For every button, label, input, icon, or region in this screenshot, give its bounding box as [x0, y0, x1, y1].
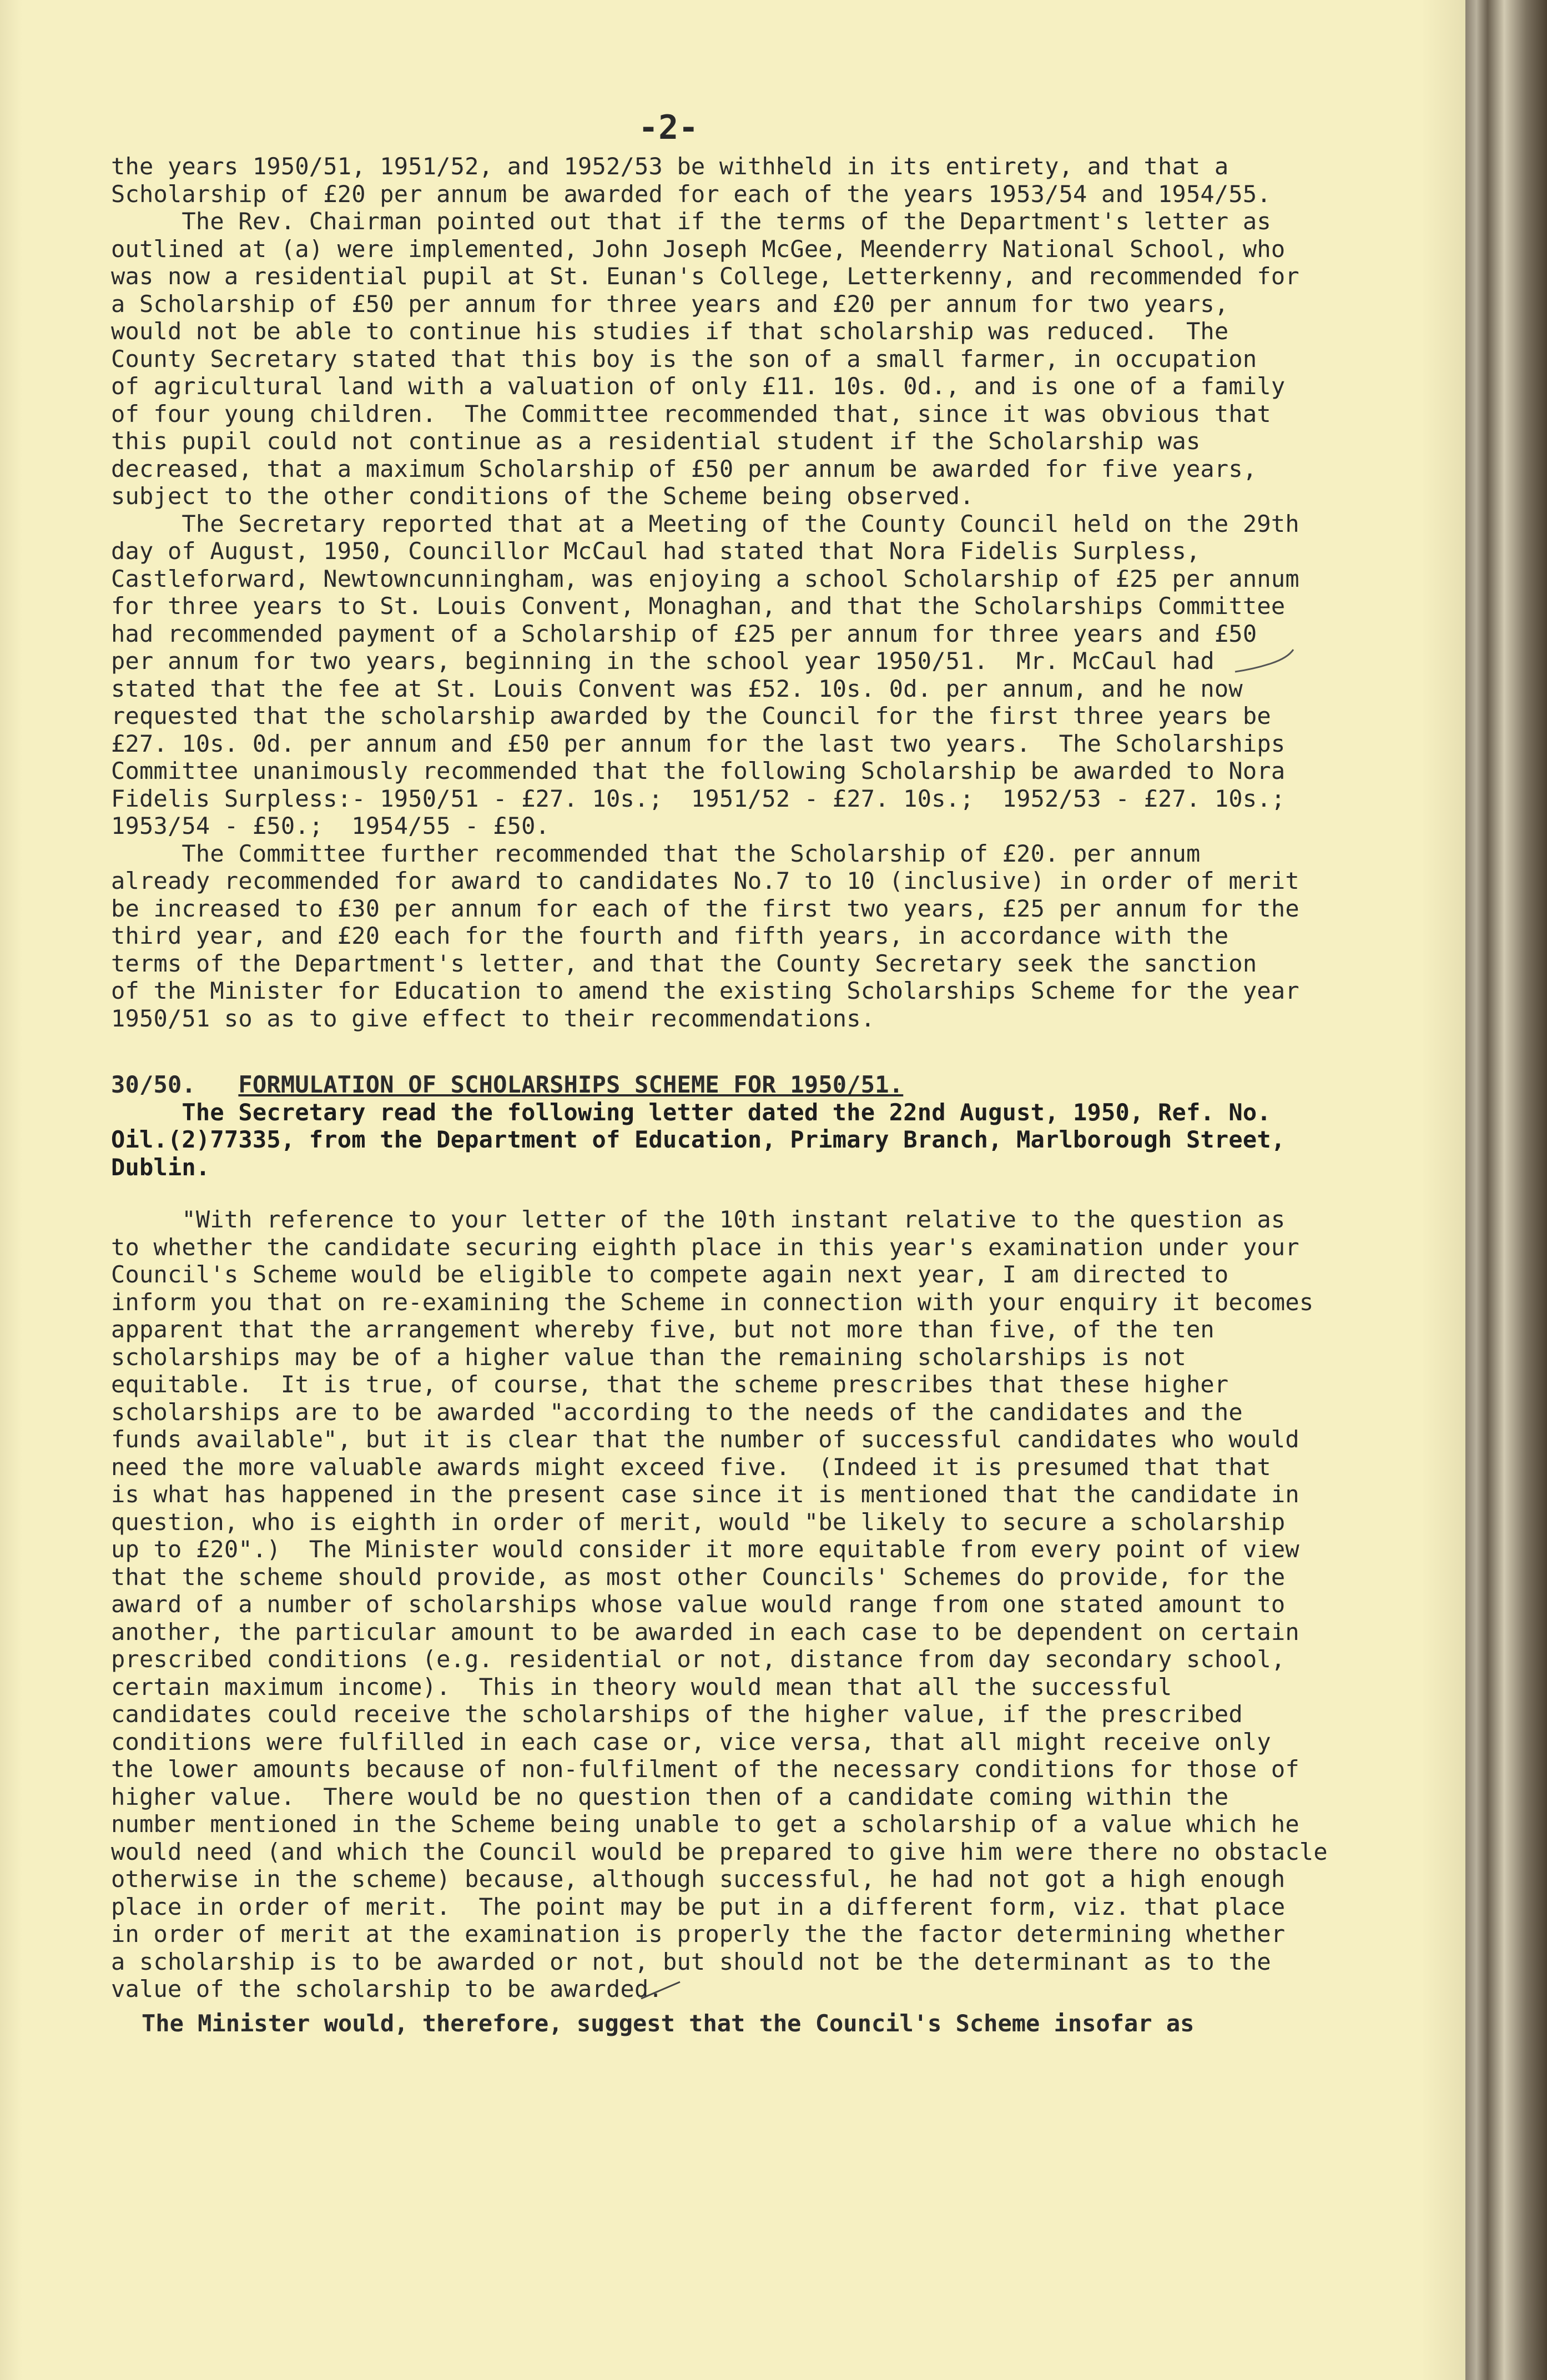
text-line: outlined at (a) were implemented, John Joseph McGee, Meenderry National School, who — [111, 235, 1286, 263]
section-intro — [111, 1098, 1286, 1181]
text-line: a Scholarship of £50 per annum for three years and £20 per annum for two years, — [111, 290, 1229, 318]
text-line: of the Minister for Education to amend the existing Scholarships Scheme for the year — [111, 977, 1299, 1004]
text-line: subject to the other conditions of the Scheme being observed. — [111, 482, 974, 510]
text-line: Dublin. — [111, 1153, 210, 1181]
text-line: would need (and which the Council would be prepared to give him were there no obstacle — [111, 1838, 1328, 1865]
text-line: inform you that on re-examining the Scheme in connection with your enquiry it becomes — [111, 1288, 1314, 1316]
text-line: was now a residential pupil at St. Eunan's College, Letterkenny, and recommended for — [111, 263, 1299, 290]
text-line: certain maximum income). This in theory would mean that all the successful — [111, 1673, 1172, 1700]
closing-line: The Minister would, therefore, suggest that the Council's Scheme insofar as — [142, 2010, 1195, 2037]
text-line: 1953/54 - £50.; 1954/55 - £50. — [111, 812, 550, 839]
text-line: place in order of merit. The point may be put in a different form, viz. that place — [111, 1893, 1286, 1920]
text-line: 1950/51 so as to give effect to their recommendations. — [111, 1004, 875, 1032]
quoted-letter — [111, 1206, 1328, 2003]
text-line: The Committee further recommended that the Scholarship of £20. per annum — [111, 839, 1201, 867]
text-line: of four young children. The Committee recommended that, since it was obvious that — [111, 400, 1271, 427]
text-line: scholarships are to be awarded "according to the needs of the candidates and the — [111, 1398, 1243, 1426]
text-line: stated that the fee at St. Louis Convent was £52. 10s. 0d. per annum, and he now — [111, 675, 1243, 702]
text-line: candidates could receive the scholarships of the higher value, if the prescribed — [111, 1700, 1243, 1728]
text-line: prescribed conditions (e.g. residential or not, distance from day secondary school, — [111, 1646, 1286, 1673]
text-line: £27. 10s. 0d. per annum and £50 per annum for the last two years. The Scholarships — [111, 729, 1286, 757]
section-heading — [111, 1071, 1277, 1099]
text-line: Scholarship of £20 per annum be awarded for each of the years 1953/54 and 1954/55. — [111, 180, 1271, 208]
text-line: in order of merit at the examination is properly the the factor determining whether — [111, 1920, 1286, 1948]
council-minutes-paragraphs — [111, 153, 1299, 1032]
text-line: this pupil could not continue as a residential student if the Scholarship was — [111, 427, 1201, 455]
text-line: terms of the Department's letter, and that the County Secretary seek the sanction — [111, 949, 1257, 977]
text-line: third year, and £20 each for the fourth and fifth years, in accordance with the — [111, 922, 1229, 949]
text-line: the lower amounts because of non-fulfilment of the necessary conditions for those of — [111, 1755, 1299, 1783]
text-line: The Secretary reported that at a Meeting of the County Council held on the 29th — [111, 510, 1299, 537]
text-line: requested that the scholarship awarded by the Council for the first three years be — [111, 702, 1271, 729]
text-line: another, the particular amount to be awarded in each case to be dependent on certain — [111, 1618, 1299, 1646]
text-line: otherwise in the scheme) because, although successful, he had not got a high enough — [111, 1865, 1286, 1893]
text-line: The Rev. Chairman pointed out that if the terms of the Department's letter as — [111, 208, 1271, 235]
section-number: 30/50. — [111, 1071, 196, 1098]
text-line: is what has happened in the present case since it is mentioned that the candidate in — [111, 1481, 1299, 1508]
text-line: of agricultural land with a valuation of only £11. 10s. 0d., and is one of a family — [111, 373, 1286, 400]
text-line: decreased, that a maximum Scholarship of £50 per annum be awarded for five years, — [111, 455, 1257, 482]
text-line: a scholarship is to be awarded or not, but should not be the determinant as to the — [111, 1948, 1271, 1975]
text-line: Oil.(2)77335, from the Department of Education, Primary Branch, Marlborough Street, — [111, 1126, 1286, 1153]
text-line: The Secretary read the following letter dated the 22nd August, 1950, Ref. No. — [111, 1098, 1271, 1126]
text-line: for three years to St. Louis Convent, Monaghan, and that the Scholarships Committee — [111, 592, 1286, 620]
text-line: Castleforward, Newtowncunningham, was enjoying a school Scholarship of £25 per annum — [111, 565, 1299, 592]
text-line: County Secretary stated that this boy is the son of a small farmer, in occupation — [111, 345, 1257, 373]
text-line: up to £20".) The Minister would consider it more equitable from every point of view — [111, 1536, 1299, 1563]
section-title: FORMULATION OF SCHOLARSHIPS SCHEME FOR 1950/51. — [238, 1071, 904, 1098]
text-line: need the more valuable awards might exceed five. (Indeed it is presumed that that — [111, 1453, 1271, 1481]
text-line: Fidelis Surpless:- 1950/51 - £27. 10s.; 1951/52 - £27. 10s.; 1952/53 - £27. 10s.; — [111, 784, 1286, 812]
margin-pencil-mark — [1232, 647, 1296, 680]
pen-stroke-mark — [638, 1979, 683, 2001]
text-line: "With reference to your letter of the 10th instant relative to the question as — [111, 1206, 1286, 1233]
text-line: funds available", but it is clear that the number of successful candidates who would — [111, 1426, 1299, 1453]
text-line: question, who is eighth in order of merit, would "be likely to secure a scholarship — [111, 1508, 1286, 1536]
text-line: day of August, 1950, Councillor McCaul had stated that Nora Fidelis Surpless, — [111, 537, 1201, 565]
text-line: Council's Scheme would be eligible to compete again next year, I am directed to — [111, 1261, 1229, 1288]
text-line: value of the scholarship to be awarded. — [111, 1975, 663, 2002]
text-line: number mentioned in the Scheme being unable to get a scholarship of a value which he — [111, 1810, 1299, 1838]
document-body — [111, 153, 1328, 2003]
text-line: would not be able to continue his studies if that scholarship was reduced. The — [111, 318, 1229, 345]
text-line: the years 1950/51, 1951/52, and 1952/53 be withheld in its entirety, and that a — [111, 153, 1229, 180]
text-line: equitable. It is true, of course, that the scheme prescribes that these higher — [111, 1371, 1229, 1398]
page-number: -2- — [638, 108, 699, 147]
binding-edge — [1465, 0, 1547, 2380]
text-line: Committee unanimously recommended that the following Scholarship be awarded to Nora — [111, 757, 1286, 784]
text-line: be increased to £30 per annum for each of the first two years, £25 per annum for the — [111, 894, 1299, 922]
text-line: per annum for two years, beginning in the school year 1950/51. Mr. McCaul had — [111, 647, 1215, 675]
text-line: already recommended for award to candidates No.7 to 10 (inclusive) in order of merit — [111, 867, 1299, 894]
text-line: higher value. There would be no question then of a candidate coming within the — [111, 1783, 1229, 1810]
text-line: apparent that the arrangement whereby five, but not more than five, of the ten — [111, 1316, 1215, 1343]
text-line: conditions were fulfilled in each case or, vice versa, that all might receive only — [111, 1728, 1271, 1755]
text-line: had recommended payment of a Scholarship of £25 per annum for three years and £50 — [111, 620, 1257, 647]
text-line: that the scheme should provide, as most other Councils' Schemes do provide, for the — [111, 1563, 1286, 1591]
text-line: scholarships may be of a higher value than the remaining scholarships is not — [111, 1343, 1186, 1371]
text-line: award of a number of scholarships whose value would range from one stated amount to — [111, 1591, 1286, 1618]
text-line: to whether the candidate securing eighth place in this year's examination under your — [111, 1233, 1299, 1261]
